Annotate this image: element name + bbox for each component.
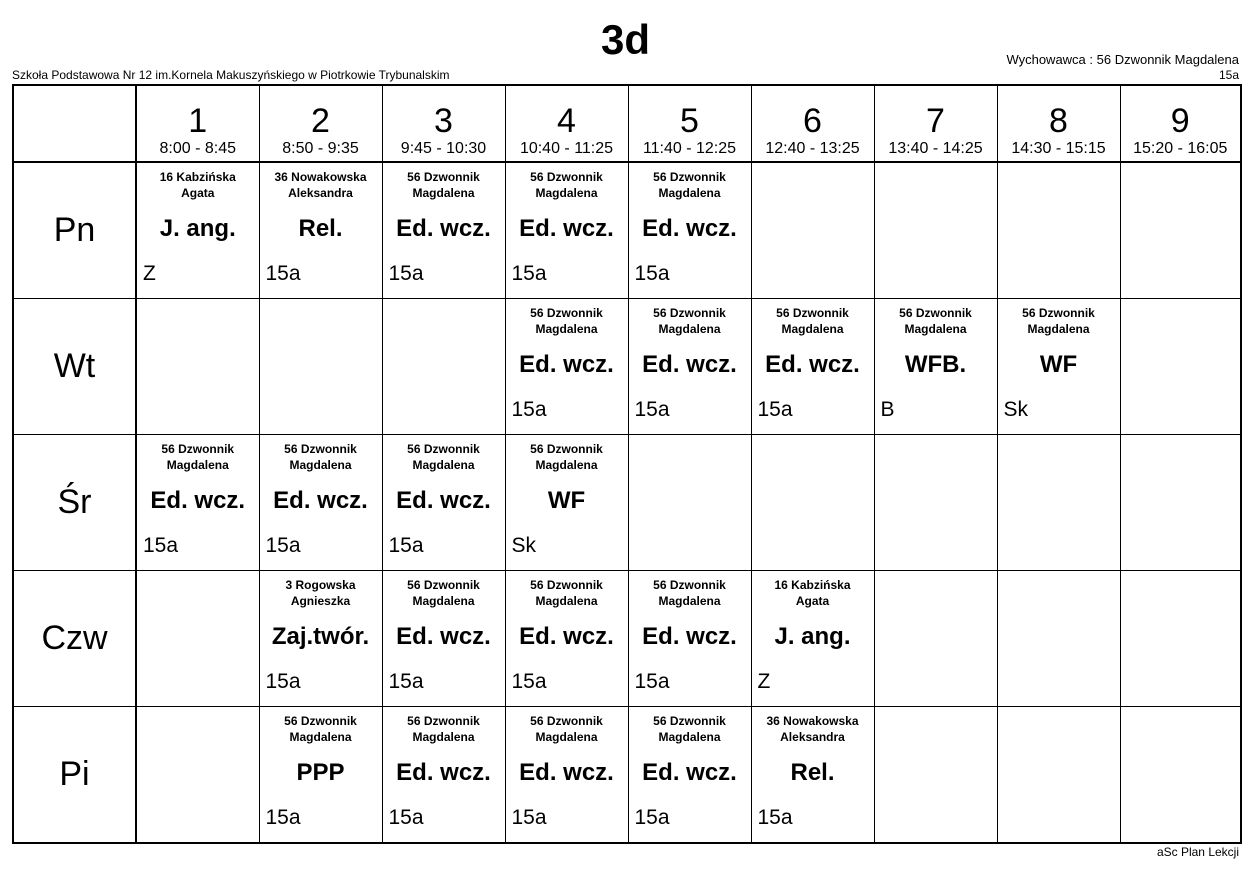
lesson-teacher <box>752 305 874 337</box>
teacher-line-2: Magdalena <box>535 186 598 200</box>
period-time: 8:00 - 8:45 <box>159 140 236 157</box>
lesson-room: Z <box>757 670 771 693</box>
lesson-cell <box>751 299 874 435</box>
day-label-cell <box>13 162 136 299</box>
period-number: 3 <box>434 102 453 140</box>
lesson-teacher <box>998 305 1120 337</box>
lesson-room: 15a <box>388 670 424 693</box>
empty-cell <box>751 435 874 571</box>
teacher-line-2: Magdalena <box>658 730 721 744</box>
period-number: 2 <box>311 102 330 140</box>
lesson-subject: WF <box>547 487 586 514</box>
teacher-line-1: 16 Kabzińska <box>774 578 851 592</box>
teacher-line-2: Magdalena <box>289 730 352 744</box>
lesson-room: 15a <box>511 262 547 285</box>
lesson-cell <box>628 299 751 435</box>
lesson-cell <box>751 571 874 707</box>
empty-cell <box>1120 299 1241 435</box>
lesson-subject: Ed. wcz. <box>519 623 614 650</box>
lesson-subject: Ed. wcz. <box>519 351 614 378</box>
teacher-line-1: 56 Dzwonnik <box>284 442 357 456</box>
period-time: 15:20 - 16:05 <box>1133 140 1228 157</box>
teacher-line-1: 16 Kabzińska <box>159 170 236 184</box>
teacher-line-1: 56 Dzwonnik <box>530 442 603 456</box>
day-name: Pi <box>59 755 90 793</box>
lesson-teacher <box>137 441 259 473</box>
day-row <box>13 299 1241 435</box>
period-header-6 <box>751 85 874 162</box>
teacher-line-2: Magdalena <box>535 322 598 336</box>
lesson-teacher <box>506 577 628 609</box>
teacher-line-1: 56 Dzwonnik <box>653 170 726 184</box>
teacher-line-2: Magdalena <box>535 730 598 744</box>
lesson-teacher <box>506 169 628 201</box>
empty-cell <box>874 571 997 707</box>
teacher-line-1: 56 Dzwonnik <box>407 442 480 456</box>
empty-cell <box>751 162 874 299</box>
lesson-teacher <box>752 577 874 609</box>
teacher-line-2: Magdalena <box>658 322 721 336</box>
lesson-cell <box>259 435 382 571</box>
period-number: 6 <box>803 102 822 140</box>
lesson-room: B <box>880 398 895 421</box>
period-header-row <box>13 85 1241 162</box>
teacher-line-1: 56 Dzwonnik <box>776 306 849 320</box>
lesson-room: 15a <box>265 806 301 829</box>
lesson-subject: Ed. wcz. <box>396 759 491 786</box>
empty-cell <box>874 435 997 571</box>
teacher-line-2: Agnieszka <box>290 594 351 608</box>
lesson-subject: PPP <box>296 759 345 786</box>
teacher-line-1: 56 Dzwonnik <box>407 578 480 592</box>
teacher-line-2: Magdalena <box>904 322 967 336</box>
teacher-line-2: Magdalena <box>412 730 475 744</box>
period-header-2 <box>259 85 382 162</box>
day-label-cell <box>13 299 136 435</box>
teacher-line-1: 56 Dzwonnik <box>161 442 235 456</box>
teacher-line-1: 56 Dzwonnik <box>530 170 603 184</box>
lesson-cell <box>628 707 751 844</box>
day-row <box>13 707 1241 844</box>
period-header-8 <box>997 85 1120 162</box>
teacher-line-2: Magdalena <box>412 458 475 472</box>
teacher-line-1: 3 Rogowska <box>285 578 356 592</box>
footer-credit: aSc Plan Lekcji <box>1156 845 1239 859</box>
period-header-4 <box>505 85 628 162</box>
lesson-teacher <box>383 441 505 473</box>
lesson-room: 15a <box>511 398 547 421</box>
home-room: 15a <box>1218 68 1239 82</box>
empty-cell <box>1120 435 1241 571</box>
lesson-subject: WF <box>1039 351 1078 378</box>
teacher-line-2: Magdalena <box>412 186 475 200</box>
school-name: Szkoła Podstawowa Nr 12 im.Kornela Makuszyńskiego w Piotrkowie Trybunalskim <box>12 68 450 82</box>
period-time: 8:50 - 9:35 <box>282 140 359 157</box>
teacher-line-1: 56 Dzwonnik <box>530 306 603 320</box>
teacher-line-1: 56 Dzwonnik <box>653 714 726 728</box>
period-time: 12:40 - 13:25 <box>765 140 860 157</box>
lesson-cell <box>136 162 259 299</box>
lesson-teacher <box>752 713 874 745</box>
lesson-subject: Ed. wcz. <box>396 623 491 650</box>
lesson-cell <box>382 707 505 844</box>
teacher-line-2: Magdalena <box>289 458 352 472</box>
teacher-line-1: 56 Dzwonnik <box>653 578 726 592</box>
teacher-line-2: Magdalena <box>781 322 844 336</box>
day-label-cell <box>13 435 136 571</box>
teacher-line-1: 56 Dzwonnik <box>899 306 972 320</box>
lesson-teacher <box>629 577 751 609</box>
period-header-3 <box>382 85 505 162</box>
period-header-9 <box>1120 85 1241 162</box>
lesson-cell <box>259 162 382 299</box>
empty-cell <box>628 435 751 571</box>
teacher-line-2: Magdalena <box>1027 322 1090 336</box>
teacher-line-2: Magdalena <box>658 594 721 608</box>
lesson-room: Z <box>143 262 156 285</box>
day-row <box>13 571 1241 707</box>
empty-cell <box>136 571 259 707</box>
teacher-line-2: Magdalena <box>658 186 721 200</box>
lesson-subject: Ed. wcz. <box>519 759 614 786</box>
lesson-teacher <box>506 305 628 337</box>
teacher-line-2: Aleksandra <box>288 186 353 200</box>
lesson-cell <box>628 571 751 707</box>
lesson-teacher <box>875 305 997 337</box>
teacher-line-2: Agata <box>181 186 215 200</box>
period-header-1 <box>136 85 259 162</box>
lesson-subject: Zaj.twór. <box>271 623 370 650</box>
lesson-room: 15a <box>265 534 301 557</box>
lesson-subject: J. ang. <box>774 623 851 650</box>
lesson-cell <box>505 707 628 844</box>
lesson-subject: Ed. wcz. <box>642 215 737 242</box>
lesson-cell <box>136 435 259 571</box>
teacher-line-2: Magdalena <box>166 458 229 472</box>
lesson-teacher <box>506 441 628 473</box>
empty-cell <box>1120 162 1241 299</box>
lesson-cell <box>505 435 628 571</box>
lesson-teacher <box>629 169 751 201</box>
lesson-cell <box>382 162 505 299</box>
lesson-teacher <box>383 169 505 201</box>
lesson-room: 15a <box>757 806 793 829</box>
lesson-cell <box>382 571 505 707</box>
day-name: Pn <box>53 211 96 249</box>
lesson-teacher <box>383 577 505 609</box>
empty-cell <box>874 162 997 299</box>
period-number: 1 <box>188 102 208 140</box>
lesson-cell <box>259 707 382 844</box>
teacher-line-2: Magdalena <box>535 594 598 608</box>
day-row <box>13 435 1241 571</box>
lesson-subject: Ed. wcz. <box>519 215 614 242</box>
lesson-teacher <box>383 713 505 745</box>
period-number: 4 <box>557 102 576 140</box>
period-number: 9 <box>1170 102 1190 140</box>
class-tutor: Wychowawca : 56 Dzwonnik Magdalena <box>1006 52 1239 67</box>
timetable-grid <box>12 84 1242 844</box>
empty-cell <box>1120 571 1241 707</box>
day-label-cell <box>13 707 136 844</box>
teacher-line-2: Agata <box>795 594 830 608</box>
lesson-teacher <box>137 169 259 201</box>
lesson-teacher <box>260 169 382 201</box>
lesson-subject: Ed. wcz. <box>396 215 491 242</box>
lesson-subject: Ed. wcz. <box>765 351 860 378</box>
teacher-line-2: Magdalena <box>535 458 598 472</box>
period-number: 5 <box>680 102 699 140</box>
period-header-7 <box>874 85 997 162</box>
lesson-room: 15a <box>388 534 424 557</box>
teacher-line-1: 56 Dzwonnik <box>530 578 603 592</box>
teacher-line-1: 56 Dzwonnik <box>407 714 480 728</box>
teacher-line-1: 56 Dzwonnik <box>407 170 480 184</box>
period-time: 9:45 - 10:30 <box>400 140 487 157</box>
lesson-teacher <box>629 305 751 337</box>
period-time: 13:40 - 14:25 <box>888 140 983 157</box>
lesson-subject: Rel. <box>790 759 835 786</box>
lesson-subject: Ed. wcz. <box>396 487 491 514</box>
lesson-room: 15a <box>265 262 301 285</box>
day-name: Śr <box>57 483 92 521</box>
teacher-line-2: Aleksandra <box>780 730 845 744</box>
lesson-cell <box>505 299 628 435</box>
period-number: 8 <box>1049 102 1068 140</box>
lesson-subject: Ed. wcz. <box>642 623 737 650</box>
lesson-subject: Ed. wcz. <box>642 351 737 378</box>
day-name: Czw <box>41 619 108 657</box>
empty-cell <box>997 707 1120 844</box>
teacher-line-1: 36 Nowakowska <box>274 170 367 184</box>
lesson-room: Sk <box>511 534 537 557</box>
lesson-cell <box>997 299 1120 435</box>
lesson-room: Sk <box>1003 398 1029 421</box>
lesson-room: 15a <box>634 398 670 421</box>
teacher-line-1: 56 Dzwonnik <box>284 714 357 728</box>
empty-cell <box>1120 707 1241 844</box>
lesson-teacher <box>260 713 382 745</box>
lesson-room: 15a <box>634 262 670 285</box>
day-label-cell <box>13 571 136 707</box>
lesson-subject: Ed. wcz. <box>150 487 246 514</box>
period-time: 14:30 - 15:15 <box>1011 140 1106 157</box>
lesson-cell <box>751 707 874 844</box>
teacher-line-1: 36 Nowakowska <box>766 714 859 728</box>
empty-cell <box>997 571 1120 707</box>
teacher-line-1: 56 Dzwonnik <box>530 714 603 728</box>
period-number: 7 <box>926 102 945 140</box>
class-title: 3d <box>600 16 650 63</box>
day-name: Wt <box>53 347 96 385</box>
corner-cell <box>13 85 136 162</box>
lesson-room: 15a <box>265 670 301 693</box>
teacher-line-1: 56 Dzwonnik <box>1022 306 1095 320</box>
lesson-subject: WFB. <box>904 351 967 378</box>
empty-cell <box>259 299 382 435</box>
lesson-subject: Ed. wcz. <box>642 759 737 786</box>
lesson-cell <box>874 299 997 435</box>
lesson-room: 15a <box>511 670 547 693</box>
lesson-room: 15a <box>757 398 793 421</box>
empty-cell <box>874 707 997 844</box>
lesson-subject: Ed. wcz. <box>273 487 368 514</box>
empty-cell <box>382 299 505 435</box>
lesson-cell <box>628 162 751 299</box>
day-row <box>13 162 1241 299</box>
empty-cell <box>997 162 1120 299</box>
empty-cell <box>136 299 259 435</box>
lesson-teacher <box>506 713 628 745</box>
period-time: 11:40 - 12:25 <box>642 140 737 157</box>
empty-cell <box>136 707 259 844</box>
lesson-subject: Rel. <box>298 215 343 242</box>
lesson-cell <box>505 571 628 707</box>
period-time: 10:40 - 11:25 <box>519 140 614 157</box>
lesson-room: 15a <box>388 806 424 829</box>
lesson-teacher <box>629 713 751 745</box>
lesson-room: 15a <box>634 806 670 829</box>
lesson-subject: J. ang. <box>159 215 236 242</box>
teacher-line-1: 56 Dzwonnik <box>653 306 726 320</box>
empty-cell <box>997 435 1120 571</box>
lesson-room: 15a <box>143 534 179 557</box>
lesson-cell <box>259 571 382 707</box>
teacher-line-2: Magdalena <box>412 594 475 608</box>
lesson-cell <box>382 435 505 571</box>
lesson-teacher <box>260 441 382 473</box>
lesson-room: 15a <box>634 670 670 693</box>
lesson-room: 15a <box>511 806 547 829</box>
lesson-room: 15a <box>388 262 424 285</box>
lesson-cell <box>505 162 628 299</box>
period-header-5 <box>628 85 751 162</box>
lesson-teacher <box>260 577 382 609</box>
